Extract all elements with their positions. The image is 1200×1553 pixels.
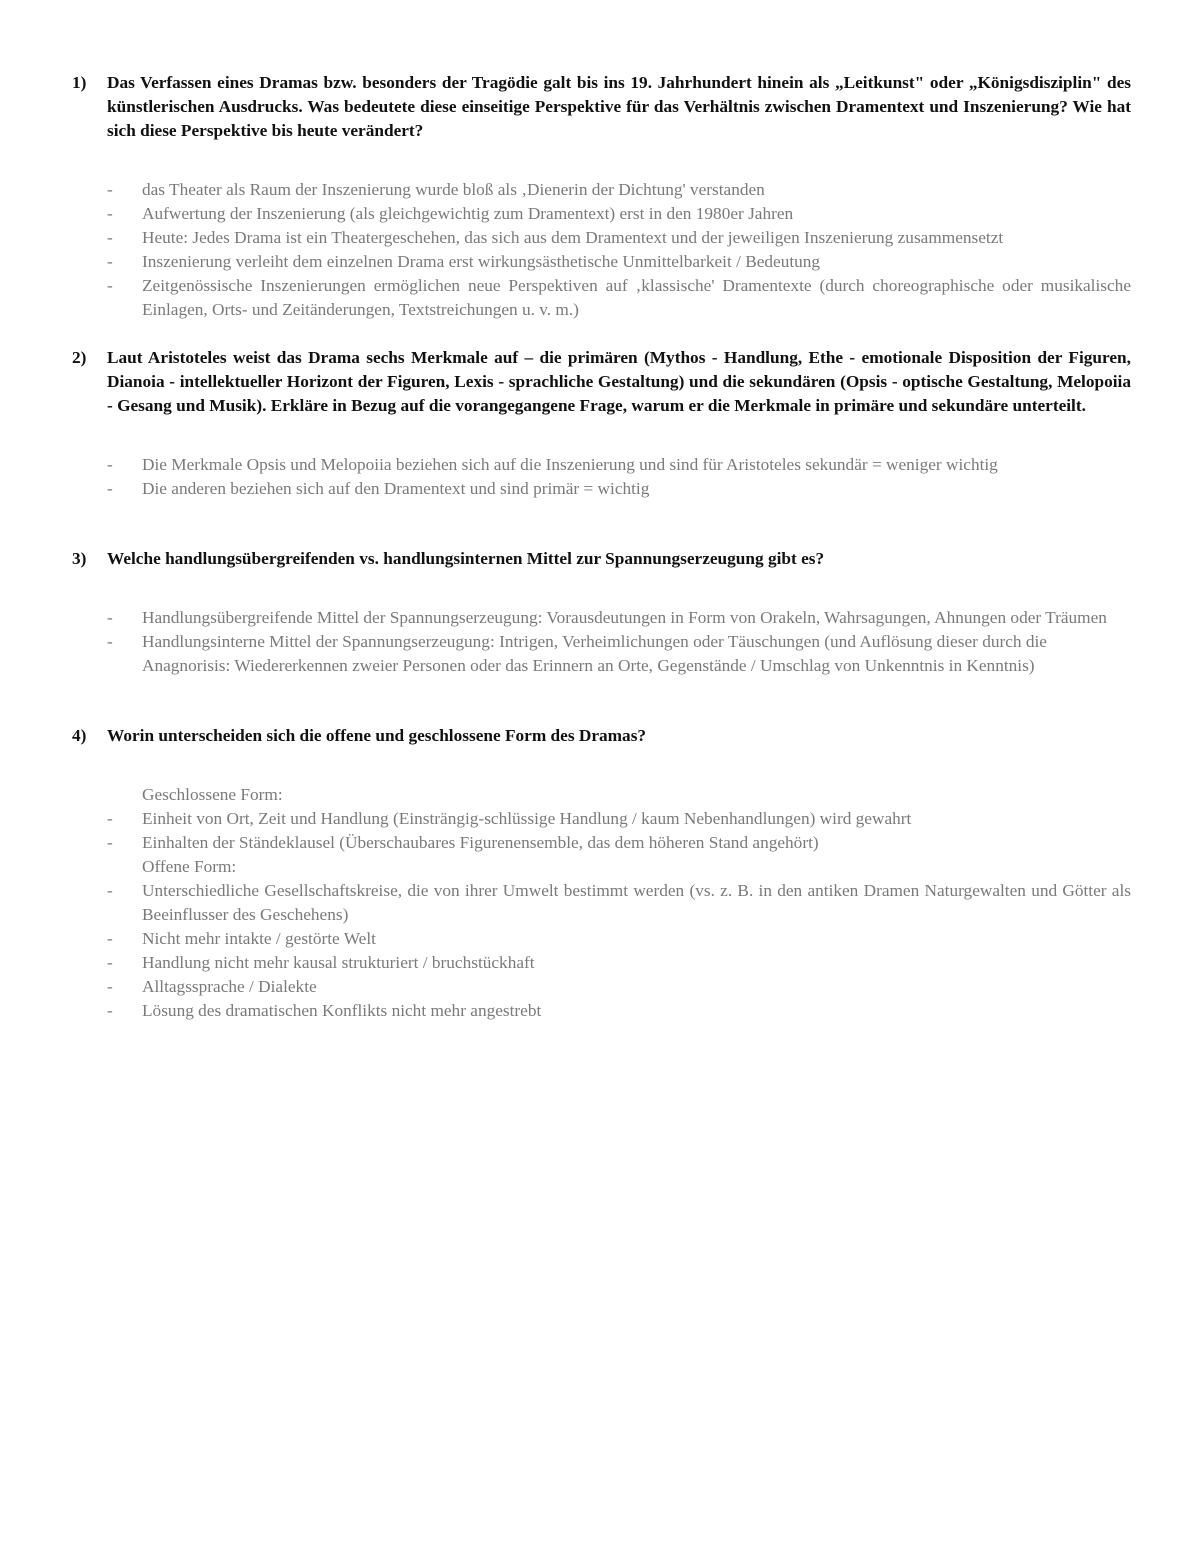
bullet-dash: - xyxy=(107,929,113,948)
bullet-dash: - xyxy=(107,881,113,900)
answer-item xyxy=(72,630,1131,678)
question-text: Das Verfassen eines Dramas bzw. besonders der Tragödie galt bis ins 19. Jahrhundert hinein als „Leitkunst" oder „Königsdisziplin" des künstlerischen Ausdrucks. Was bedeutete diese einseitige Perspektive für das Verhältnis zwischen Dramentext und Inszenierung? Wie hat sich diese Perspektive bis heute verändert? xyxy=(107,73,1131,140)
answer-item xyxy=(72,975,1131,999)
bullet-dash: - xyxy=(107,833,113,852)
answer-list xyxy=(72,606,1131,678)
question-2-prompt xyxy=(72,346,1131,418)
bullet-dash: - xyxy=(107,479,113,498)
question-3 xyxy=(72,547,1131,678)
answer-item xyxy=(72,927,1131,951)
answer-text: Geschlossene Form: xyxy=(142,785,283,804)
bullet-dash: - xyxy=(107,1001,113,1020)
question-4-prompt xyxy=(72,724,1131,748)
bullet-dash: - xyxy=(107,608,113,627)
answer-text: Unterschiedliche Gesellschaftskreise, die von ihrer Umwelt bestimmt werden (vs. z. B. in den antiken Dramen Naturgewalten und Götter als Beeinflusser des Geschehens) xyxy=(142,881,1131,924)
bullet-dash: - xyxy=(107,204,113,223)
bullet-dash: - xyxy=(107,180,113,199)
question-text: Worin unterscheiden sich die offene und geschlossene Form des Dramas? xyxy=(107,726,647,745)
answer-item xyxy=(72,202,1131,226)
answer-list xyxy=(72,783,1131,1023)
answer-text: Einhalten der Ständeklausel (Überschaubares Figurenensemble, das dem höheren Stand angehört) xyxy=(142,833,819,852)
question-number: 4) xyxy=(72,726,87,745)
bullet-dash: - xyxy=(107,809,113,828)
bullet-dash: - xyxy=(107,953,113,972)
question-3-prompt xyxy=(72,547,1131,571)
answer-text: Lösung des dramatischen Konflikts nicht mehr angestrebt xyxy=(142,1001,542,1020)
answer-text: Nicht mehr intakte / gestörte Welt xyxy=(142,929,376,948)
answer-text: Die Merkmale Opsis und Melopoiia beziehen sich auf die Inszenierung und sind für Aristoteles sekundär = weniger wichtig xyxy=(142,455,998,474)
answer-item xyxy=(72,951,1131,975)
bullet-dash: - xyxy=(107,455,113,474)
answer-text: Handlung nicht mehr kausal strukturiert / bruchstückhaft xyxy=(142,953,535,972)
answer-item xyxy=(72,807,1131,831)
document-page xyxy=(72,71,1131,1023)
bullet-dash: - xyxy=(107,977,113,996)
open-form-heading xyxy=(72,855,1131,879)
question-1 xyxy=(72,71,1131,322)
answer-text: Alltagssprache / Dialekte xyxy=(142,977,317,996)
answer-text: Heute: Jedes Drama ist ein Theatergeschehen, das sich aus dem Dramentext und der jeweiligen Inszenierung zusammensetzt xyxy=(142,228,1004,247)
answer-item xyxy=(72,999,1131,1023)
question-text: Welche handlungsübergreifenden vs. handlungsinternen Mittel zur Spannungserzeugung gibt es? xyxy=(107,549,825,568)
question-text: Laut Aristoteles weist das Drama sechs Merkmale auf – die primären (Mythos - Handlung, Ethe - emotionale Disposition der Figuren, Dianoia - intellektueller Horizont der Figuren, Lexis - sprachliche Gestaltung) und die sekundären (Opsis - optische Gestaltung, Melopoiia - Gesang und Musik). Erkläre in Bezug auf die vorangegangene Frage, warum er die Merkmale in primäre und sekundäre unterteilt. xyxy=(107,348,1131,415)
bullet-dash: - xyxy=(107,276,113,295)
bullet-dash: - xyxy=(107,228,113,247)
question-number: 3) xyxy=(72,549,87,568)
answer-item xyxy=(72,831,1131,855)
answer-text: Zeitgenössische Inszenierungen ermöglichen neue Perspektiven auf ‚klassische' Dramentexte (durch choreographische oder musikalische Einlagen, Orts- und Zeitänderungen, Textstreichungen u. v. m.) xyxy=(142,276,1131,319)
answer-item xyxy=(72,453,1131,477)
answer-text: Handlungsinterne Mittel der Spannungserzeugung: Intrigen, Verheimlichungen oder Täuschungen (und Auflösung dieser durch die Anagnorisis: Wiedererkennen zweier Personen oder das Erinnern an Orte, Gegenstände / Umschlag von Unkenntnis in Kenntnis) xyxy=(142,632,1047,675)
answer-text: Handlungsübergreifende Mittel der Spannungserzeugung: Vorausdeutungen in Form von Orakeln, Wahrsagungen, Ahnungen oder Träumen xyxy=(142,608,1107,627)
answer-text: Inszenierung verleiht dem einzelnen Drama erst wirkungsästhetische Unmittelbarkeit / Bedeutung xyxy=(142,252,821,271)
answer-text: Die anderen beziehen sich auf den Dramentext und sind primär = wichtig xyxy=(142,479,650,498)
question-1-prompt xyxy=(72,71,1131,143)
question-4 xyxy=(72,724,1131,1023)
answer-text: Aufwertung der Inszenierung (als gleichgewichtig zum Dramentext) erst in den 1980er Jahren xyxy=(142,204,794,223)
answer-text: das Theater als Raum der Inszenierung wurde bloß als ‚Dienerin der Dichtung' verstanden xyxy=(142,180,765,199)
bullet-dash: - xyxy=(107,632,113,651)
question-number: 2) xyxy=(72,348,87,367)
answer-item xyxy=(72,274,1131,322)
question-2 xyxy=(72,346,1131,501)
answer-item xyxy=(72,178,1131,202)
closed-form-heading xyxy=(72,783,1131,807)
question-number: 1) xyxy=(72,73,87,92)
answer-list xyxy=(72,178,1131,322)
answer-list xyxy=(72,453,1131,501)
bullet-dash: - xyxy=(107,252,113,271)
answer-item xyxy=(72,606,1131,630)
answer-item xyxy=(72,250,1131,274)
answer-text: Einheit von Ort, Zeit und Handlung (Einsträngig-schlüssige Handlung / kaum Nebenhandlungen) wird gewahrt xyxy=(142,809,912,828)
answer-text: Offene Form: xyxy=(142,857,237,876)
answer-item xyxy=(72,477,1131,501)
answer-item xyxy=(72,226,1131,250)
answer-item xyxy=(72,879,1131,927)
